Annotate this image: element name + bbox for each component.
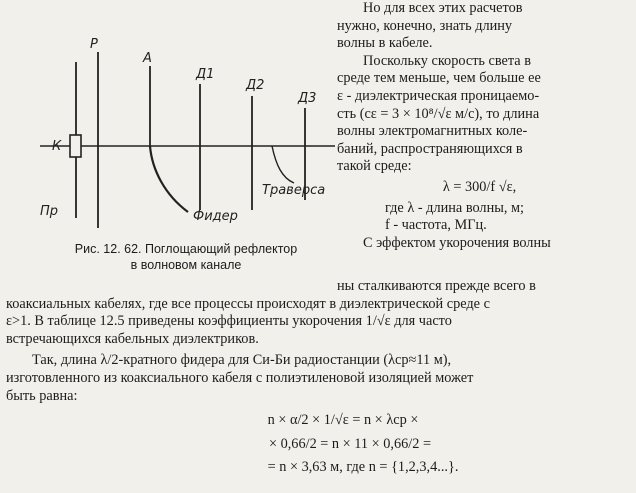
equation-line: × 0,66/2 = n × 11 × 0,66/2 =	[268, 435, 432, 452]
text-line: баний, распространяющихся в	[337, 140, 523, 157]
text-line: такой среде:	[337, 158, 412, 175]
label-d1: Д1	[196, 67, 215, 82]
label-d2: Д2	[246, 78, 265, 93]
body-text	[6, 278, 618, 405]
text-line: сть (cε = 3 × 10⁸/√ε м/с), то длина	[337, 105, 540, 122]
label-traverse: Траверса	[262, 183, 326, 198]
equation-line: = n × 3,63 м, где n = {1,2,3,4...}.	[267, 459, 459, 476]
label-a: А	[143, 51, 152, 66]
text-line: f - частота, МГц.	[385, 217, 487, 234]
label-k: К	[52, 139, 62, 154]
equation-line: n × α/2 × 1/√ε = n × λср ×	[267, 412, 419, 428]
text-line: среде тем меньше, чем больше ее	[337, 70, 541, 87]
text-line: Поскольку скорость света в	[363, 52, 531, 69]
label-feeder: Фидер	[193, 209, 238, 224]
text-line: быть равна:	[6, 387, 78, 404]
text-line: ε>1. В таблице 12.5 приведены коэффициенты укорочения 1/√ε для часто	[6, 313, 452, 330]
text-line: ны сталкиваются прежде всего в	[337, 278, 536, 294]
text-line: С эффектом укорочения волны	[363, 234, 551, 251]
label-pr: Пр	[40, 204, 59, 219]
label-r: Р	[90, 37, 98, 52]
reflector-figure	[0, 0, 340, 240]
resistor-k	[70, 135, 81, 157]
right-column-text	[337, 0, 622, 252]
text-line: нужно, конечно, знать длину	[337, 17, 513, 34]
feeder-curve	[150, 146, 188, 212]
wavelength-formula: λ = 300/f √ε,	[442, 178, 517, 195]
text-line: Но для всех этих расчетов	[363, 0, 523, 16]
text-line: изготовленного из коаксиального кабеля с полиэтиленовой изоляцией может	[6, 369, 474, 386]
text-line: где λ - длина волны, м;	[385, 199, 524, 216]
caption-line: Рис. 12. 62. Поглощающий рефлектор	[74, 242, 298, 256]
equation-block	[0, 412, 636, 477]
text-line: встречающихся кабельных диэлектриков.	[6, 330, 259, 347]
text-line: коаксиальных кабелях, где все процессы происходят в диэлектрической среде с	[6, 295, 490, 312]
figure-caption	[36, 241, 336, 273]
traverse-pointer	[272, 146, 294, 183]
text-line: волны электромагнитных коле-	[337, 123, 528, 140]
label-d3: Д3	[298, 91, 317, 106]
text-line: ε - диэлектрическая проницаемо-	[337, 87, 540, 104]
text-line: волны в кабеле.	[337, 35, 433, 52]
caption-line: в волновом канале	[130, 258, 242, 272]
text-line: Так, длина λ/2-кратного фидера для Си-Би радиостанции (λcp≈11 м),	[32, 352, 452, 369]
